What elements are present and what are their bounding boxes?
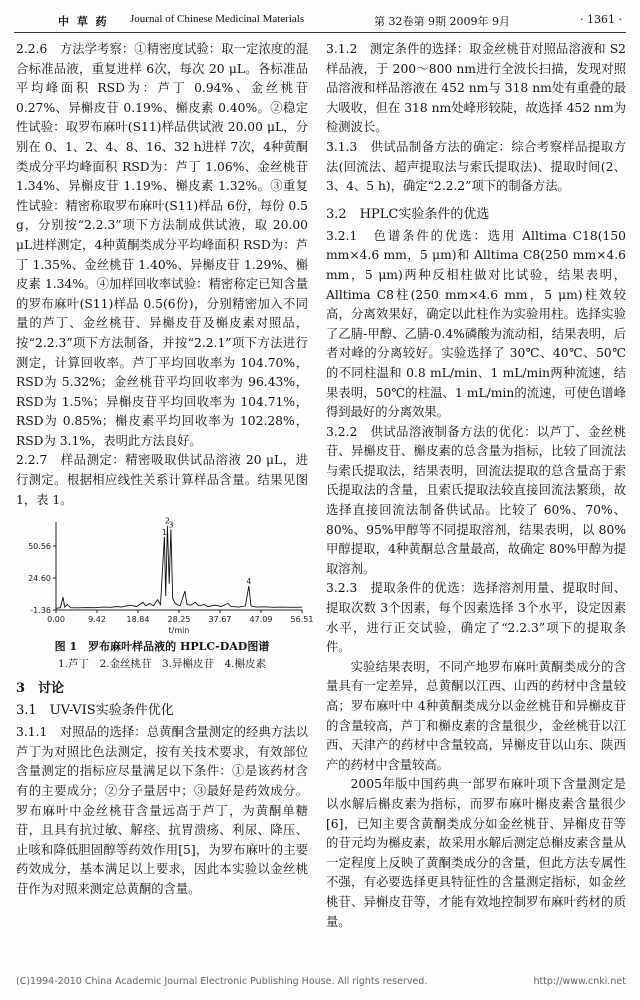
section-2-2-6: 2.2.6 方法学考察：①精密度试验：取一定浓度的混合标准品液，重复进样 6次，每次 20 μL。各标准品平均峰面积 RSD为：芦丁 0.94%、金丝桃苷 0.27%、异槲皮苷 0.19%、槲皮素 0.40%。②稳定性试验：取罗布麻叶(S11)样品供试液 20.00 μL，分别在 0、1、2、4、8、16、32 h进样 7次，4种黄酮类成分平均峰面积 RSD为：芦丁 1.06%、金丝桃苷 1.34%、异槲皮苷 1.19%、槲皮素 1.32%。③重复性试验：精密称取罗布麻叶(S11)样品 6份，每份 0.5 g，分别按“2.2.3”项下方法制成供试液，取 20.00 μL进样测定，4种黄酮类成分平均峰面积 RSD为：芦丁 1.35%、金丝桃苷 1.40%、异槲皮苷 1.29%、槲皮素 1.34%。④加样回收率试验：精密称定已知含量的罗布麻叶(S11)样品 0.5(6份)，分别精密加入不同量的芦丁、金丝桃苷、异槲皮苷及槲皮素对照品，按“2.2.3”项下方法制备，并按“2.2.1”项下方法进行测定，计算回收率。芦丁平均回收率为 104.70%，RSD为 5.32%；金丝桃苷平均回收率为 96.43%，RSD为 1.5%；异槲皮苷平均回收率为 104.71%，RSD为 0.85%；槲皮素平均回收率为 102.28%，RSD为 3.1%，表明此方法良好。 (16, 42, 308, 448)
results-paragraph: 实验结果表明，不同产地罗布麻叶黄酮类成分的含量具有一定差异，总黄酮以江西、山西的药材中含量较高；罗布麻叶中 4种黄酮类成分以金丝桃苷和异槲皮苷的含量较高，芦丁和槲皮素的含量很少，金丝桃苷以江西、天津产的药材中含量较高，异槲皮苷以山东、陕西产的药材中含量较高。 (326, 659, 626, 772)
x-tick-label: 28.25 (167, 615, 191, 625)
section-3-2-2: 3.2.2 供试品溶液制备方法的优化：以芦丁、金丝桃苷、异槲皮苷、槲皮素的总含量为指标，比较了回流法与索氏提取法，结果表明，回流法提取的总含量高于索氏提取法的含量，且索氏提取法较直接回流法繁琐，故选择直接回流法制备供试品。比较了 60%、70%、80%、95%甲醇等不同提取溶剂，结果表明，以 80%甲醇提取，4种黄酮总含量最高，故确定 80%甲醇为提取溶剂。 (326, 424, 626, 576)
section-3-2-1: 3.2.1 色谱条件的优选：选用 Alltima C18(150 mm×4.6 mm，5 μm)和 Alltima C8(250 mm×4.6 mm，5 μm)两种反相柱做对比试验，结果表明，Alltima C8柱(250 mm×4.6 mm，5 μm)柱效较高，分离效果好，确定以此柱作为实验用柱。选择实验了乙腈-甲醇、乙腈-0.4%磷酸为流动相，结果表明，后者对峰的分离较好。实验选择了 30℃、40℃、50℃的不同柱温和 0.8 mL/min、1 mL/min两种流速，结果表明，50℃的柱温、1 mL/min的流速，可使色谱峰得到最好的分离效果。 (326, 228, 626, 420)
x-tick-label: 37.67 (208, 615, 232, 625)
peak-label: 1 (161, 528, 167, 538)
section-3-2-3: 3.2.3 提取条件的优选：选择溶剂用量、提取时间、提取次数 3个因素，每个因素选择 3个水平，设定因素水平，进行正交试验，确定了“2.2.3”项下的提取条件。 (326, 581, 626, 655)
journal-name-cn: 中 草 药 (58, 15, 109, 28)
figure-1 (16, 516, 314, 671)
page-header (14, 10, 626, 33)
copyright-notice: (C)1994-2010 China Academic Journal Electronic Publishing House. All rights reserved. (16, 976, 428, 987)
peak-label: 4 (246, 577, 252, 587)
figure-caption: 图 1 罗布麻叶样品液的 HPLC-DAD图谱 (54, 640, 270, 654)
footer-url: http://www.cnki.net (533, 976, 626, 987)
peak-label: 2 (164, 516, 170, 526)
heading-3-discussion: 3 讨论 (16, 681, 65, 697)
y-tick-label: 24.60 (28, 574, 51, 584)
y-tick-label: -1.36 (30, 606, 51, 616)
heading-3-1: 3.1 UV-VIS实验条件优化 (16, 703, 174, 719)
x-tick-label: 18.84 (126, 615, 150, 625)
peak-label: 3 (168, 520, 174, 530)
section-3-1-3: 3.1.3 供试品制备方法的确定：综合考察样品提取方法(回流法、超声提取法与索氏提取法)、提取时间(2、3、4、5 h)，确定“2.2.2”项下的制备方法。 (326, 139, 626, 194)
page-number: · 1361 · (580, 13, 622, 26)
figure-legend: 1.芦丁 2.金丝桃苷 3.异槲皮苷 4.槲皮素 (57, 658, 267, 671)
x-axis-label: t/min (168, 626, 190, 636)
page-footer (16, 976, 626, 987)
pharmacopoeia-paragraph: 2005年版中国药典一部罗布麻叶项下含量测定是以水解后槲皮素为指标，而罗布麻叶槲皮素含量很少[6]，已知主要含黄酮类成分如金丝桃苷、异槲皮苷等的苷元均为槲皮素，故采用水解后测定总槲皮素含量从一定程度上反映了黄酮类成分的含量，但此方法专属性不强，有必要选择更具特征性的含量测定指标，如金丝桃苷、异槲皮苷等，才能有效地控制罗布麻叶药材的质量。 (326, 777, 626, 929)
heading-3-2: 3.2 HPLC实验条件的优选 (326, 206, 490, 222)
left-column (16, 40, 314, 900)
y-tick-label: 50.56 (28, 542, 51, 552)
issue-info: 第 32卷第 9期 2009年 9月 (374, 15, 510, 28)
right-column (326, 40, 626, 932)
section-2-2-7: 2.2.7 样品测定：精密吸取供试品溶液 20 μL，进行测定。根据相应线性关系计算样品含量。结果见图 1，表 1。 (16, 453, 308, 507)
hplc-chromatogram (16, 516, 314, 636)
x-tick-label: 56.51 (290, 615, 314, 625)
section-3-1-1: 3.1.1 对照品的选择：总黄酮含量测定的经典方法以芦丁为对照比色法测定，按有关技术要求，有效部位含量测定的指标应尽量满足以下条件：①是该药材含有的主要成分；②分子量居中；③最好是药效成分。罗布麻叶中金丝桃苷含量远高于芦丁，为黄酮单糖苷，且具有抗过敏、解痉、抗胃溃疡、利尿、降压、止咳和降低胆固醇等药效作用[5]，为罗布麻叶的主要药效成分，基本满足以上要求，因此本实验以金丝桃苷作为对照来测定总黄酮的含量。 (16, 725, 308, 896)
journal-name-en: Journal of Chinese Medicinal Materials (130, 13, 305, 25)
section-3-1-2: 3.1.2 测定条件的选择：取金丝桃苷对照品溶液和 S2样品液，于 200～800 nm进行全波长扫描，发现对照品溶液和样品溶液在 452 nm与 318 nm处有重叠的最大吸收，但在 318 nm处峰形较陡，故选择 452 nm为检测波长。 (326, 42, 626, 135)
chromatogram-trace (56, 526, 302, 609)
x-tick-label: 47.09 (249, 615, 273, 625)
x-tick-label: 9.42 (88, 615, 106, 625)
x-tick-label: 0.00 (47, 615, 65, 625)
